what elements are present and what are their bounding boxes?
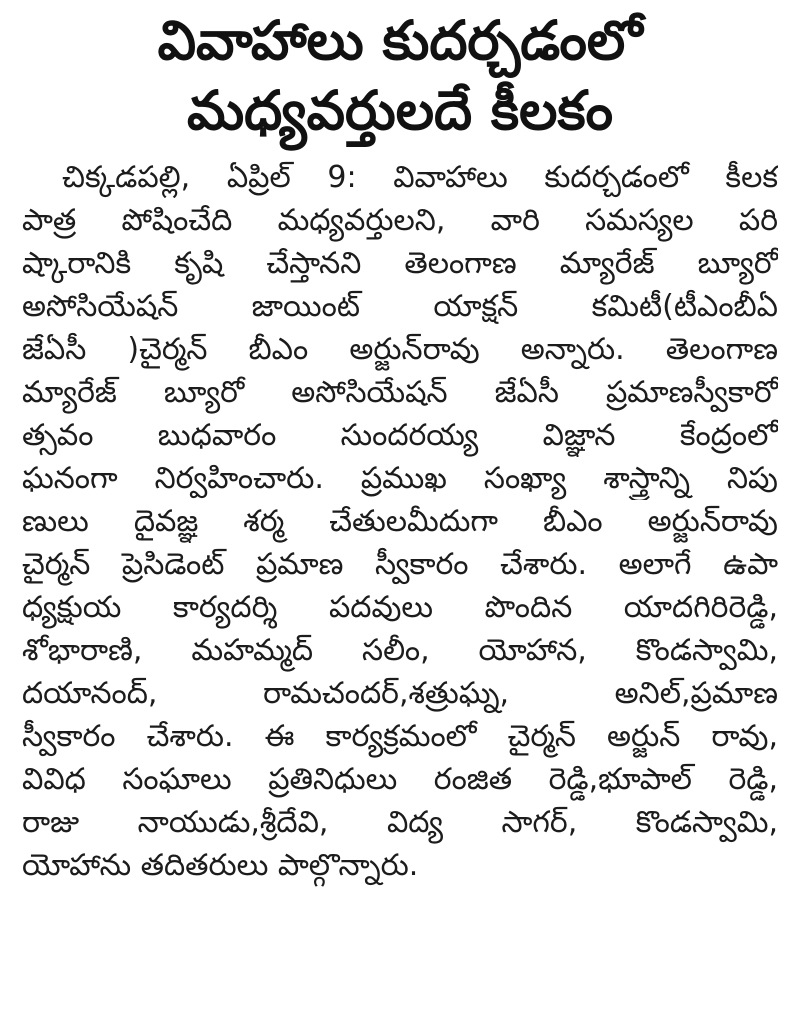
body-line: మ్యారేజ్ బ్యూరో అసోసియేషన్ జేఏసీ ప్రమాణస్వీకారో bbox=[22, 375, 778, 410]
headline-line-2: మధ్యవర్తులదే కీలకం bbox=[187, 79, 613, 142]
headline-line-1: వివాహాలు కుదర్చడంలో bbox=[157, 9, 643, 72]
body-line: ష్కారానికి కృషి చేస్తానని తెలంగాణ మ్యారేజ్ బ్యూరో bbox=[22, 246, 778, 281]
body-line: చైర్మన్ ప్రెసిడెంట్ ప్రమాణ స్వీకారం చేశారు. అలాగే ఉపా bbox=[22, 547, 778, 582]
body-line: ఘనంగా నిర్వహించారు. ప్రముఖ సంఖ్యా శాస్త్రాన్ని నిపు bbox=[22, 461, 778, 496]
headline bbox=[22, 6, 778, 146]
body-line: అసోసియేషన్ జాయింట్ యాక్షన్ కమిటీ(టీఎంబీఏ bbox=[22, 289, 778, 324]
body-line: జేఏసీ )చైర్మన్ బీఎం అర్జున్‌రావు అన్నారు. తెలంగాణ bbox=[22, 332, 778, 367]
article-body bbox=[22, 156, 778, 887]
body-line: ణులు దైవజ్ఞ శర్మ చేతులమీదుగా బీఎం అర్జున్‌రావు bbox=[22, 504, 778, 539]
body-line: రాజు నాయుడు,శ్రీదేవి, విద్య సాగర్, కొండస్వామి, bbox=[22, 805, 778, 840]
body-line: స్వీకారం చేశారు. ఈ కార్యక్రమంలో చైర్మన్ అర్జున్ రావు, bbox=[22, 719, 778, 754]
body-line: శోభారాణి, మహమ్మద్ సలీం, యోహాన, కొండస్వామి, bbox=[22, 633, 778, 668]
body-line: దయానంద్, రామచందర్,శత్రుఘ్న, అనిల్,ప్రమాణ bbox=[22, 676, 778, 711]
body-line: ధ్యక్షుయ కార్యదర్శి పదవులు పొందిన యాదగిరిరెడ్డి, bbox=[22, 590, 778, 625]
body-line: పాత్ర పోషించేది మధ్యవర్తులని, వారి సమస్యల పరి bbox=[22, 203, 778, 238]
body-line: వివిధ సంఘాలు ప్రతినిధులు రంజిత రెడ్డి,భూపాల్ రెడ్డి, bbox=[22, 762, 778, 797]
body-line: త్సవం బుధవారం సుందరయ్య విజ్ఞాన కేంద్రంలో bbox=[22, 418, 778, 453]
body-line: చిక్కడపల్లి, ఏప్రిల్ 9: వివాహాలు కుదర్చడంలో కీలక bbox=[62, 160, 778, 195]
body-line: యోహాను తదితరులు పాల్గొన్నారు. bbox=[22, 848, 419, 883]
